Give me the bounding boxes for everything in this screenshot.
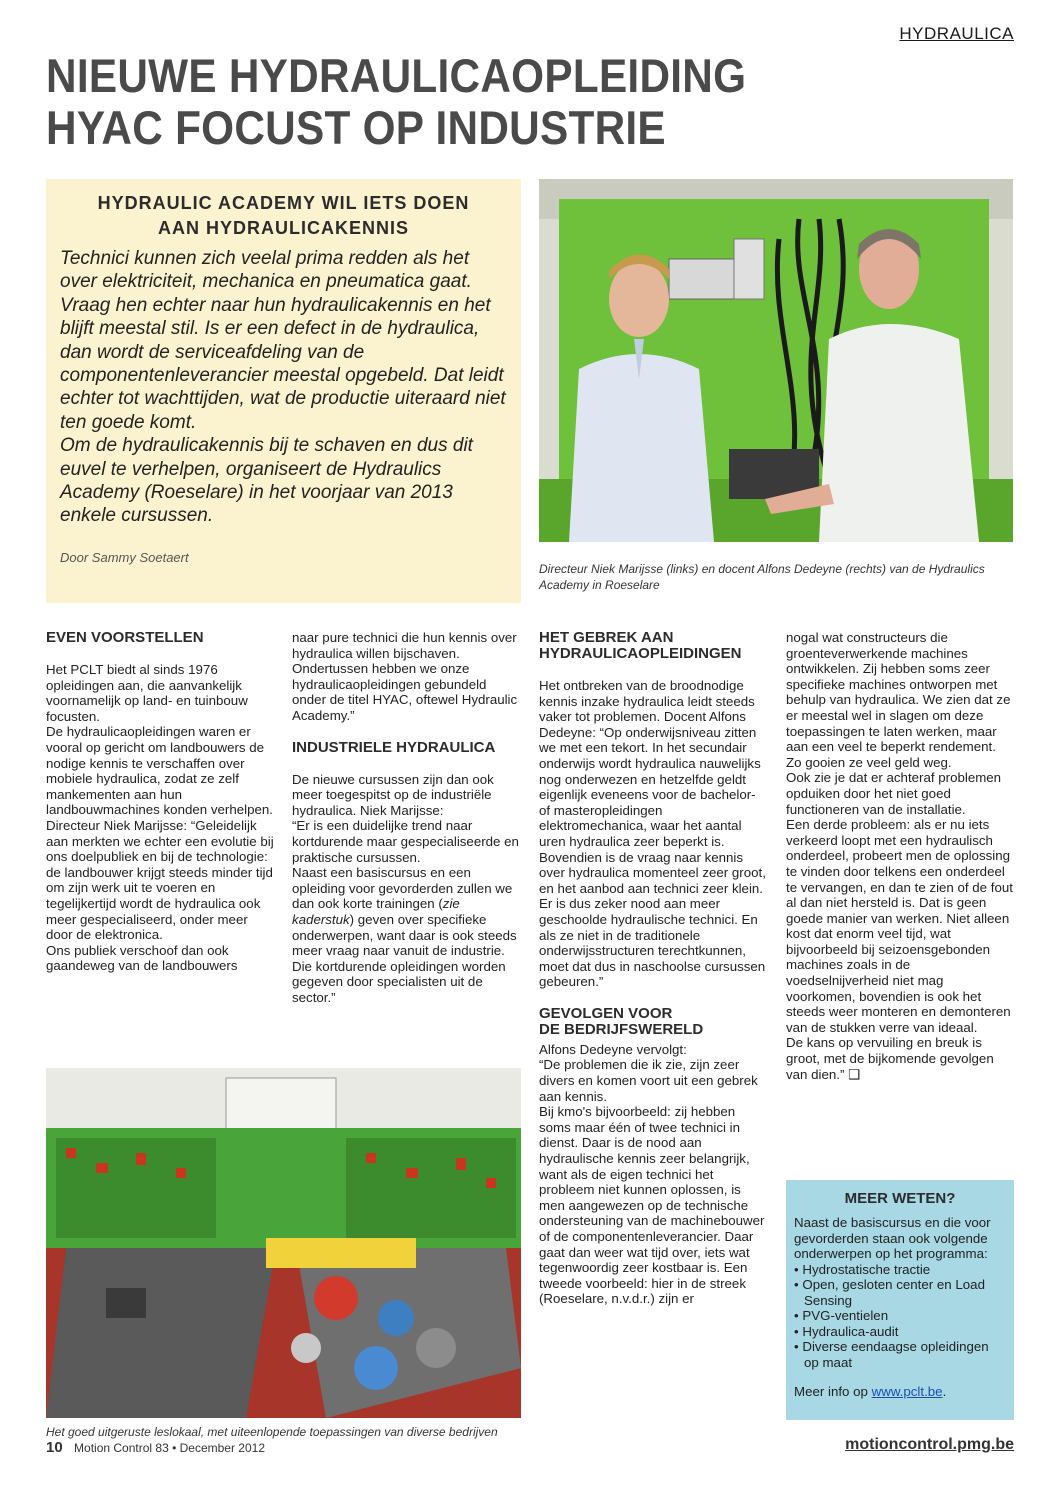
intro-paragraph-1: Technici kunnen zich veelal prima redden als het over elektriciteit, mechanica en pneumatica gaat. Vraag hen echter naar hun hydraulicakennis en het blijft meestal stil. Is er een defect in de hydraulica, dan wordt de serviceafdeling van de componentenleverancier meestal opgebeld. Dat leidt echter tot wachttijden, wat de productie uiteraard niet ten goede komt. [60, 248, 506, 433]
headline-line-2: HYAC FOCUST OP INDUSTRIE [46, 101, 666, 154]
issue-info: Motion Control 83 • December 2012 [74, 1441, 265, 1455]
col4-paragraph-2: Ook zie je dat er achteraf problemen opduiken door het niet goed functioneren van de installatie. [786, 770, 1002, 817]
heading-even-voorstellen: EVEN VOORSTELLEN [46, 629, 204, 646]
col4-paragraph-4: De kans op vervuiling en breuk is groot, met de bijkomende gevolgen van dien.” ❑ [786, 1035, 994, 1082]
list-item: • Hydrostatische tractie [794, 1262, 1006, 1278]
info-box-more: Meer info op www.pclt.be. [794, 1384, 947, 1399]
col2-paragraph-1: naar pure technici die hun kennis over hydraulica willen bijschaven. Ondertussen hebben we onze hydraulicaopleidingen gebundeld onder de titel HYAC, oftewel Hydraulic Academy.” [292, 630, 518, 723]
intro-title-line-1: HYDRAULIC ACADEMY WIL IETS DOEN [97, 193, 470, 213]
heading-gevolgen-bedrijfswereld: GEVOLGEN VOOR DE BEDRIJFSWERELD [539, 1004, 704, 1038]
author-byline: Door Sammy Soetaert [60, 549, 189, 565]
col4-paragraph-1: nogal wat constructeurs die groenteverwerkende machines ontwikkelen. Zij hebben soms zeer specifieke machines ontworpen met behulp van hydraulica. We zien dat ze er meestal wel in slagen om deze toepassingen te laten werken, maar aan een veel te beperkt rendement. Zo gooien ze veel geld weg. [786, 630, 1011, 770]
heading-industriele-hydraulica: INDUSTRIELE HYDRAULICA [292, 738, 496, 756]
info-box-meer-weten [786, 1180, 1014, 1420]
intro-box [46, 179, 521, 603]
col1-paragraph-3: Directeur Niek Marijsse: “Geleidelijk aan merkten we echter een evolutie bij ons doelpubliek en bij de technologie: de landbouwer krijgt steeds minder tijd om zijn werk uit te voeren en tegelijkertijd wordt de hydraulica ook meer gespecialiseerd, onder meer door de elektronica. [46, 817, 274, 943]
intro-text [60, 247, 507, 528]
caption-bottom-photo: Het goed uitgeruste leslokaal, met uiteenlopende toepassingen van diverse bedrijven [46, 1425, 498, 1439]
photo-classroom [46, 1068, 521, 1418]
section-tag: HYDRAULICA [899, 24, 1014, 43]
intro-title-line-2: AAN HYDRAULICAKENNIS [157, 218, 409, 238]
col2-paragraph-4: Naast een basiscursus en een opleiding voor gevorderden zullen we dan ook korte trainingen (zie kaderstuk) geven over specifieke onderwerpen, want daar is ook steeds meer vraag naar vanuit de industrie. Die kortdurende opleidingen worden gegeven door specialisten uit de sector.” [292, 865, 517, 1005]
col3-paragraph-3: “De problemen die ik zie, zijn zeer divers en komen voort uit een gebrek aan kennis. [539, 1057, 758, 1104]
col4-paragraph-3: Een derde probleem: als er nu iets verkeerd loopt met een hydraulisch onderdeel, probeert men de oplossing te vinden door telkens een onderdeel te vervangen, en dan te zien of de fout al dan niet hersteld is. Dat is geen goede manier van werken. Niet alleen kost dat enorm veel tijd, wat bijvoorbeeld bij seizoensgebonden machines zoals in de voedselnijverheid niet mag voorkomen, bovendien is ook het steeds weer monteren en demonteren van de stukken verre van ideaal. [786, 817, 1013, 1035]
footer-left [46, 1439, 265, 1456]
end-mark-icon: ❑ [848, 1066, 861, 1082]
footer-site-link[interactable]: motioncontrol.pmg.be [845, 1436, 1014, 1453]
list-item: • Open, gesloten center en Load Sensing [794, 1277, 1006, 1308]
col2-paragraph-3: “Er is een duidelijke trend naar kortdurende maar gespecialiseerde en praktische cursussen. [292, 818, 519, 865]
photo-instructors [539, 179, 1013, 542]
list-item: • PVG-ventielen [794, 1308, 1006, 1324]
col2-paragraph-2: De nieuwe cursussen zijn dan ook meer toegespitst op de industriële hydraulica. Niek Marijsse: [292, 771, 494, 818]
list-item: • Diverse eendaagse opleidingen op maat [794, 1339, 1006, 1370]
column-4 [786, 630, 1014, 1082]
col3-paragraph-2: Alfons Dedeyne vervolgt: [539, 1041, 687, 1057]
col1-paragraph-2: De hydraulicaopleidingen waren er vooral op gericht om landbouwers de nodige kennis te verschaffen over mobiele hydraulica, zodat ze zelf mankementen aan hun landbouwmachines konden verhelpen. [46, 724, 273, 818]
intro-paragraph-2: Om de hydraulicakennis bij te schaven en dus dit euvel te verhelpen, organiseert de Hydraulics Academy (Roeselare) in het voorjaar van 2013 enkele cursussen. [60, 435, 473, 527]
col3-paragraph-1: Het ontbreken van de broodnodige kennis inzake hydraulica leidt steeds vaker tot problemen. Docent Alfons Dedeyne: “Op onderwijsniveau zitten we met een tekort. In het secundair onderwijs wordt hydraulica nauwelijks nog onderwezen en hetzelfde geldt eigenlijk eveneens voor de bachelor- of masteropleidingen elektromechanica, waar het aantal uren hydraulica zeer beperkt is. Bovendien is de vraag naar kennis over hydraulica momenteel zeer groot, en het aanbod aan technici zeer klein. Er is dus zeker nood aan meer geschoolde hydraulische technici. En als ze niet in de traditionele onderwijsstructuren terechtkunnen, moet dat dus in naschoolse cursussen gebeuren.” [539, 678, 766, 990]
headline [46, 50, 928, 154]
col1-paragraph-1: Het PCLT biedt al sinds 1976 opleidingen aan, die aanvankelijk voornamelijk op land- en tuinbouw focusten. [46, 662, 248, 724]
info-box-intro: Naast de basiscursus en die voor gevorderden staan ook volgende onderwerpen op het programma: [794, 1215, 991, 1261]
column-1 [46, 630, 278, 974]
col1-paragraph-4: Ons publiek verschoof dan ook gaandeweg van de landbouwers [46, 942, 238, 974]
pclt-link[interactable]: www.pclt.be [871, 1384, 943, 1399]
intro-title [60, 191, 507, 241]
heading-gebrek-opleidingen: HET GEBREK AAN HYDRAULICAOPLEIDINGEN [539, 629, 742, 662]
headline-line-1: NIEUWE HYDRAULICAOPLEIDING [46, 49, 747, 102]
column-3 [539, 630, 767, 1307]
page-number: 10 [46, 1439, 63, 1456]
list-item: • Hydraulica-audit [794, 1324, 1006, 1340]
col3-paragraph-4: Bij kmo's bijvoorbeeld: zij hebben soms maar één of twee technici in dienst. Daar is de nood aan hydraulische kennis zeer belangrijk, want als de eigen technici het probleem niet kunnen oplossen, is men aangewezen op de technische ondersteuning van de machinebouwer of de componentenleverancier. Daar gaat dan weer wat tijd over, iets wat tegenwoordig zeer kostbaar is. Een tweede voorbeeld: hier in de streek (Roeselare, n.v.d.r.) zijn er [539, 1104, 765, 1307]
info-box-title: MEER WETEN? [844, 1190, 956, 1207]
column-2 [292, 630, 522, 1005]
caption-top-photo: Directeur Niek Marijsse (links) en docent Alfons Dedeyne (rechts) van de Hydraulics Academy in Roeselare [539, 562, 985, 592]
info-box-list [794, 1262, 1006, 1371]
